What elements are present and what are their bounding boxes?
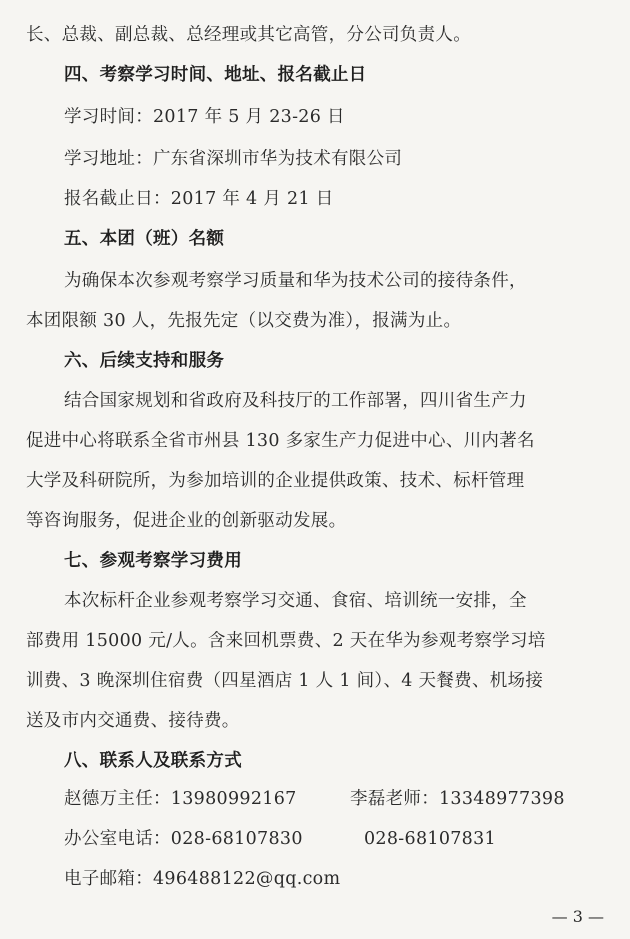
text-line: 促进中心将联系全省市州县 130 多家生产力促进中心、川内著名 (26, 431, 535, 451)
text-line: 送及市内交通费、接待费。 (26, 711, 240, 731)
text-line: 大学及科研院所，为参加培训的企业提供政策、技术、标杆管理 (26, 471, 525, 491)
text-line: 为确保本次参观考察学习质量和华为技术公司的接待条件， (64, 271, 527, 291)
text-line: 训费、3 晚深圳住宿费（四星酒店 1 人 1 间）、4 天餐费、机场接 (26, 671, 544, 691)
study-time: 学习时间：2017 年 5 月 23-26 日 (64, 107, 345, 127)
text-line: 本次标杆企业参观考察学习交通、食宿、培训统一安排，全 (64, 591, 527, 611)
section-heading-7: 七、参观考察学习费用 (64, 551, 242, 571)
contact-li: 李磊老师：13348977398 (350, 789, 565, 809)
section-heading-6: 六、后续支持和服务 (64, 351, 225, 371)
section-heading-8: 八、联系人及联系方式 (64, 751, 242, 771)
section-heading-5: 五、本团（班）名额 (64, 229, 225, 249)
office-phone: 办公室电话：028-68107830 (64, 829, 303, 849)
email-line: 电子邮箱：496488122@qq.com (64, 869, 341, 889)
office-phone-2: 028-68107831 (364, 829, 496, 849)
text-line: 长、总裁、副总裁、总经理或其它高管，分公司负责人。 (26, 25, 471, 45)
study-address: 学习地址：广东省深圳市华为技术有限公司 (64, 149, 403, 169)
registration-deadline: 报名截止日：2017 年 4 月 21 日 (64, 189, 334, 209)
page-number: — 3 — (551, 907, 604, 926)
section-heading-4: 四、考察学习时间、地址、报名截止日 (64, 65, 367, 85)
text-line: 等咨询服务，促进企业的创新驱动发展。 (26, 511, 347, 531)
text-line: 本团限额 30 人，先报先定（以交费为准），报满为止。 (26, 311, 462, 331)
text-line: 结合国家规划和省政府及科技厅的工作部署，四川省生产力 (64, 391, 527, 411)
text-line: 部费用 15000 元/人。含来回机票费、2 天在华为参观考察学习培 (26, 631, 546, 651)
contact-zhao: 赵德万主任：13980992167 (64, 789, 297, 809)
